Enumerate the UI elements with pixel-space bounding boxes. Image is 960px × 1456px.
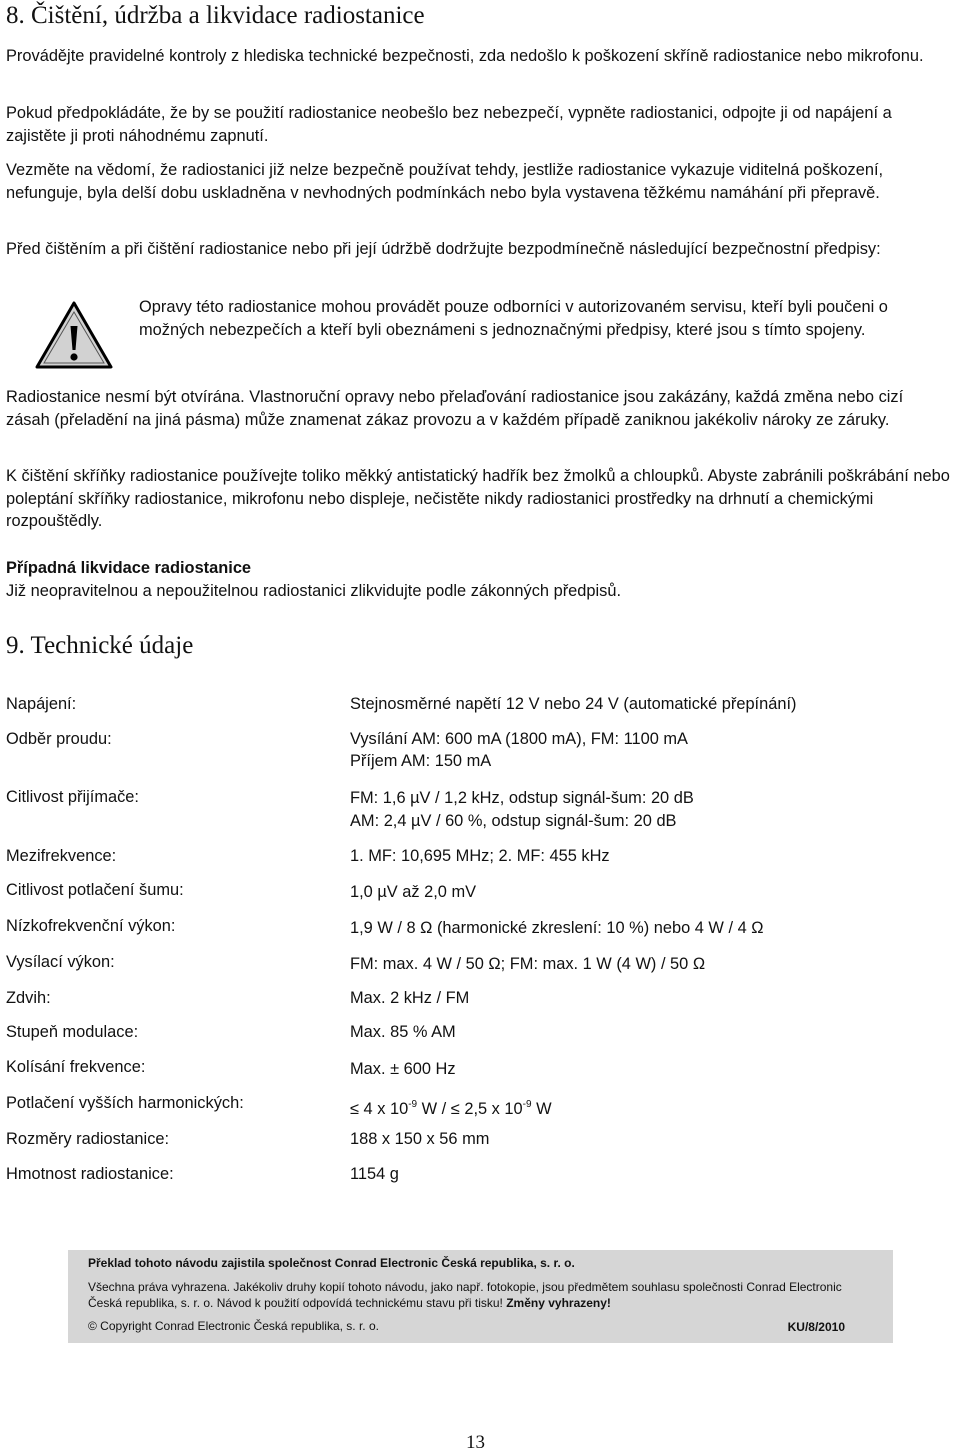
translation-notice-box [68, 1250, 893, 1343]
spec-label: Hmotnost radiostanice: [6, 1165, 174, 1183]
warning-block [6, 296, 951, 376]
warning-text: Opravy této radiostanice mohou provádět pouze odborníci v autorizovaném servisu, kteří byli poučeni o možných nebezpečích a kteří byli obeznámeni s jednoznačnými předpisy, které jsou s tímto spojeny. [139, 298, 888, 339]
document-code: KU/8/2010 [787, 1320, 845, 1334]
spec-value-line2: Příjem AM: 150 mA [350, 752, 492, 770]
copyright-notice: © Copyright Conrad Electronic Česká republika, s. r. o. [88, 1319, 379, 1333]
section-9-title: 9. Technické údaje [6, 632, 194, 659]
changes-reserved: Změny vyhrazeny! [506, 1296, 611, 1310]
spec-value: Max. ± 600 Hz [350, 1060, 456, 1078]
rights-text: Všechna práva vyhrazena. Jakékoliv druhy kopií tohoto návodu, jako např. fotokopie, jsou předmětem souhlasu společnosti Conrad Electronic Česká republika, s. r. o. Návod k použití odpovídá technickému stavu při tisku! [88, 1280, 842, 1310]
spec-label: Napájení: [6, 695, 77, 713]
exponent: -9 [408, 1099, 418, 1110]
spec-label: Stupeň modulace: [6, 1023, 139, 1041]
page-number: 13 [466, 1432, 485, 1453]
disposal-heading: Případná likvidace radiostanice [6, 559, 252, 577]
spec-value: 1154 g [350, 1165, 399, 1183]
spec-value: 1,9 W / 8 Ω (harmonické zkreslení: 10 %) nebo 4 W / 4 Ω [350, 919, 764, 937]
spec-value: FM: max. 4 W / 50 Ω; FM: max. 1 W (4 W) / 50 Ω [350, 955, 706, 973]
spec-value: Max. 85 % AM [350, 1023, 456, 1041]
spec-label: Citlivost potlačení šumu: [6, 881, 184, 899]
disposal-text: Již neopravitelnou a nepoužitelnou radiostanici zlikvidujte podle zákonných předpisů. [6, 582, 622, 600]
spec-value-part: W [531, 1100, 552, 1118]
spec-value: 1,0 µV až 2,0 mV [350, 883, 477, 901]
spec-value-part: ≤ 4 x 10 [350, 1100, 409, 1118]
spec-value-line2: AM: 2,4 µV / 60 %, odstup signál-šum: 20 dB [350, 812, 677, 830]
spec-label: Nízkofrekvenční výkon: [6, 917, 176, 935]
spec-value: Stejnosměrné napětí 12 V nebo 24 V (automatické přepínání) [350, 695, 797, 713]
paragraph-safety-rules: Před čištěním a při čištění radiostanice nebo při její údržbě dodržujte bezpodmínečně následující bezpečnostní předpisy: [6, 240, 881, 258]
spec-label: Vysílací výkon: [6, 953, 115, 971]
translation-credit: Překlad tohoto návodu zajistila společnost Conrad Electronic Česká republika, s. r. o. [88, 1256, 575, 1270]
paragraph-disconnect: Pokud předpokládáte, že by se použití radiostanice neobešlo bez nebezpečí, vypněte radiostanici, odpojte ji od napájení a zajistěte ji proti náhodnému zapnutí. [6, 104, 892, 145]
spec-value: 1. MF: 10,695 MHz; 2. MF: 455 kHz [350, 847, 610, 865]
spec-label: Zdvih: [6, 989, 51, 1007]
spec-label: Mezifrekvence: [6, 847, 117, 865]
spec-label: Citlivost přijímače: [6, 788, 139, 806]
spec-label: Rozměry radiostanice: [6, 1130, 170, 1148]
section-8-title: 8. Čištění, údržba a likvidace radiostanice [6, 2, 425, 29]
paragraph-no-opening: Radiostanice nesmí být otvírána. Vlastnoruční opravy nebo přelaďování radiostanice jsou zakázány, každá změna nebo cizí zásah (přeladění na jiná pásma) může znamenat zákaz provozu a v každém případě zaniknou jakékoliv nároky ze záruky. [6, 388, 904, 429]
paragraph-unsafe-use: Vezměte na vědomí, že radiostanici již nelze bezpečně používat tehdy, jestliže radiostanice vykazuje viditelná poškození, nefunguje, byla delší dobu uskladněna v nevhodných podmínkách nebo byla vystavena těžkému namáhání při přepravě. [6, 161, 884, 202]
warning-triangle-icon [34, 300, 114, 370]
spec-value [350, 1094, 552, 1121]
spec-value: Max. 2 kHz / FM [350, 989, 470, 1007]
spec-value: Vysílání AM: 600 mA (1800 mA), FM: 1100 mA [350, 730, 688, 748]
rights-notice [88, 1279, 868, 1311]
exponent: -9 [522, 1099, 532, 1110]
paragraph-cleaning: K čištění skříňky radiostanice používejte toliko měkký antistatický hadřík bez žmolků a chloupků. Abyste zabránili poškrábání nebo poleptání skříňky radiostanice, mikrofonu nebo displeje, nečistěte nikdy radiostanici prostředky na drhnutí a chemickými rozpouštědly. [6, 467, 950, 530]
spec-value-part: W / ≤ 2,5 x 10 [417, 1100, 523, 1118]
spec-label: Kolísání frekvence: [6, 1058, 146, 1076]
spec-value: FM: 1,6 µV / 1,2 kHz, odstup signál-šum: 20 dB [350, 789, 694, 807]
spec-label: Potlačení vyšších harmonických: [6, 1094, 244, 1112]
paragraph-inspection: Provádějte pravidelné kontroly z hlediska technické bezpečnosti, zda nedošlo k poškození skříně radiostanice nebo mikrofonu. [6, 47, 924, 65]
spec-label: Odběr proudu: [6, 730, 112, 748]
spec-value: 188 x 150 x 56 mm [350, 1130, 490, 1148]
